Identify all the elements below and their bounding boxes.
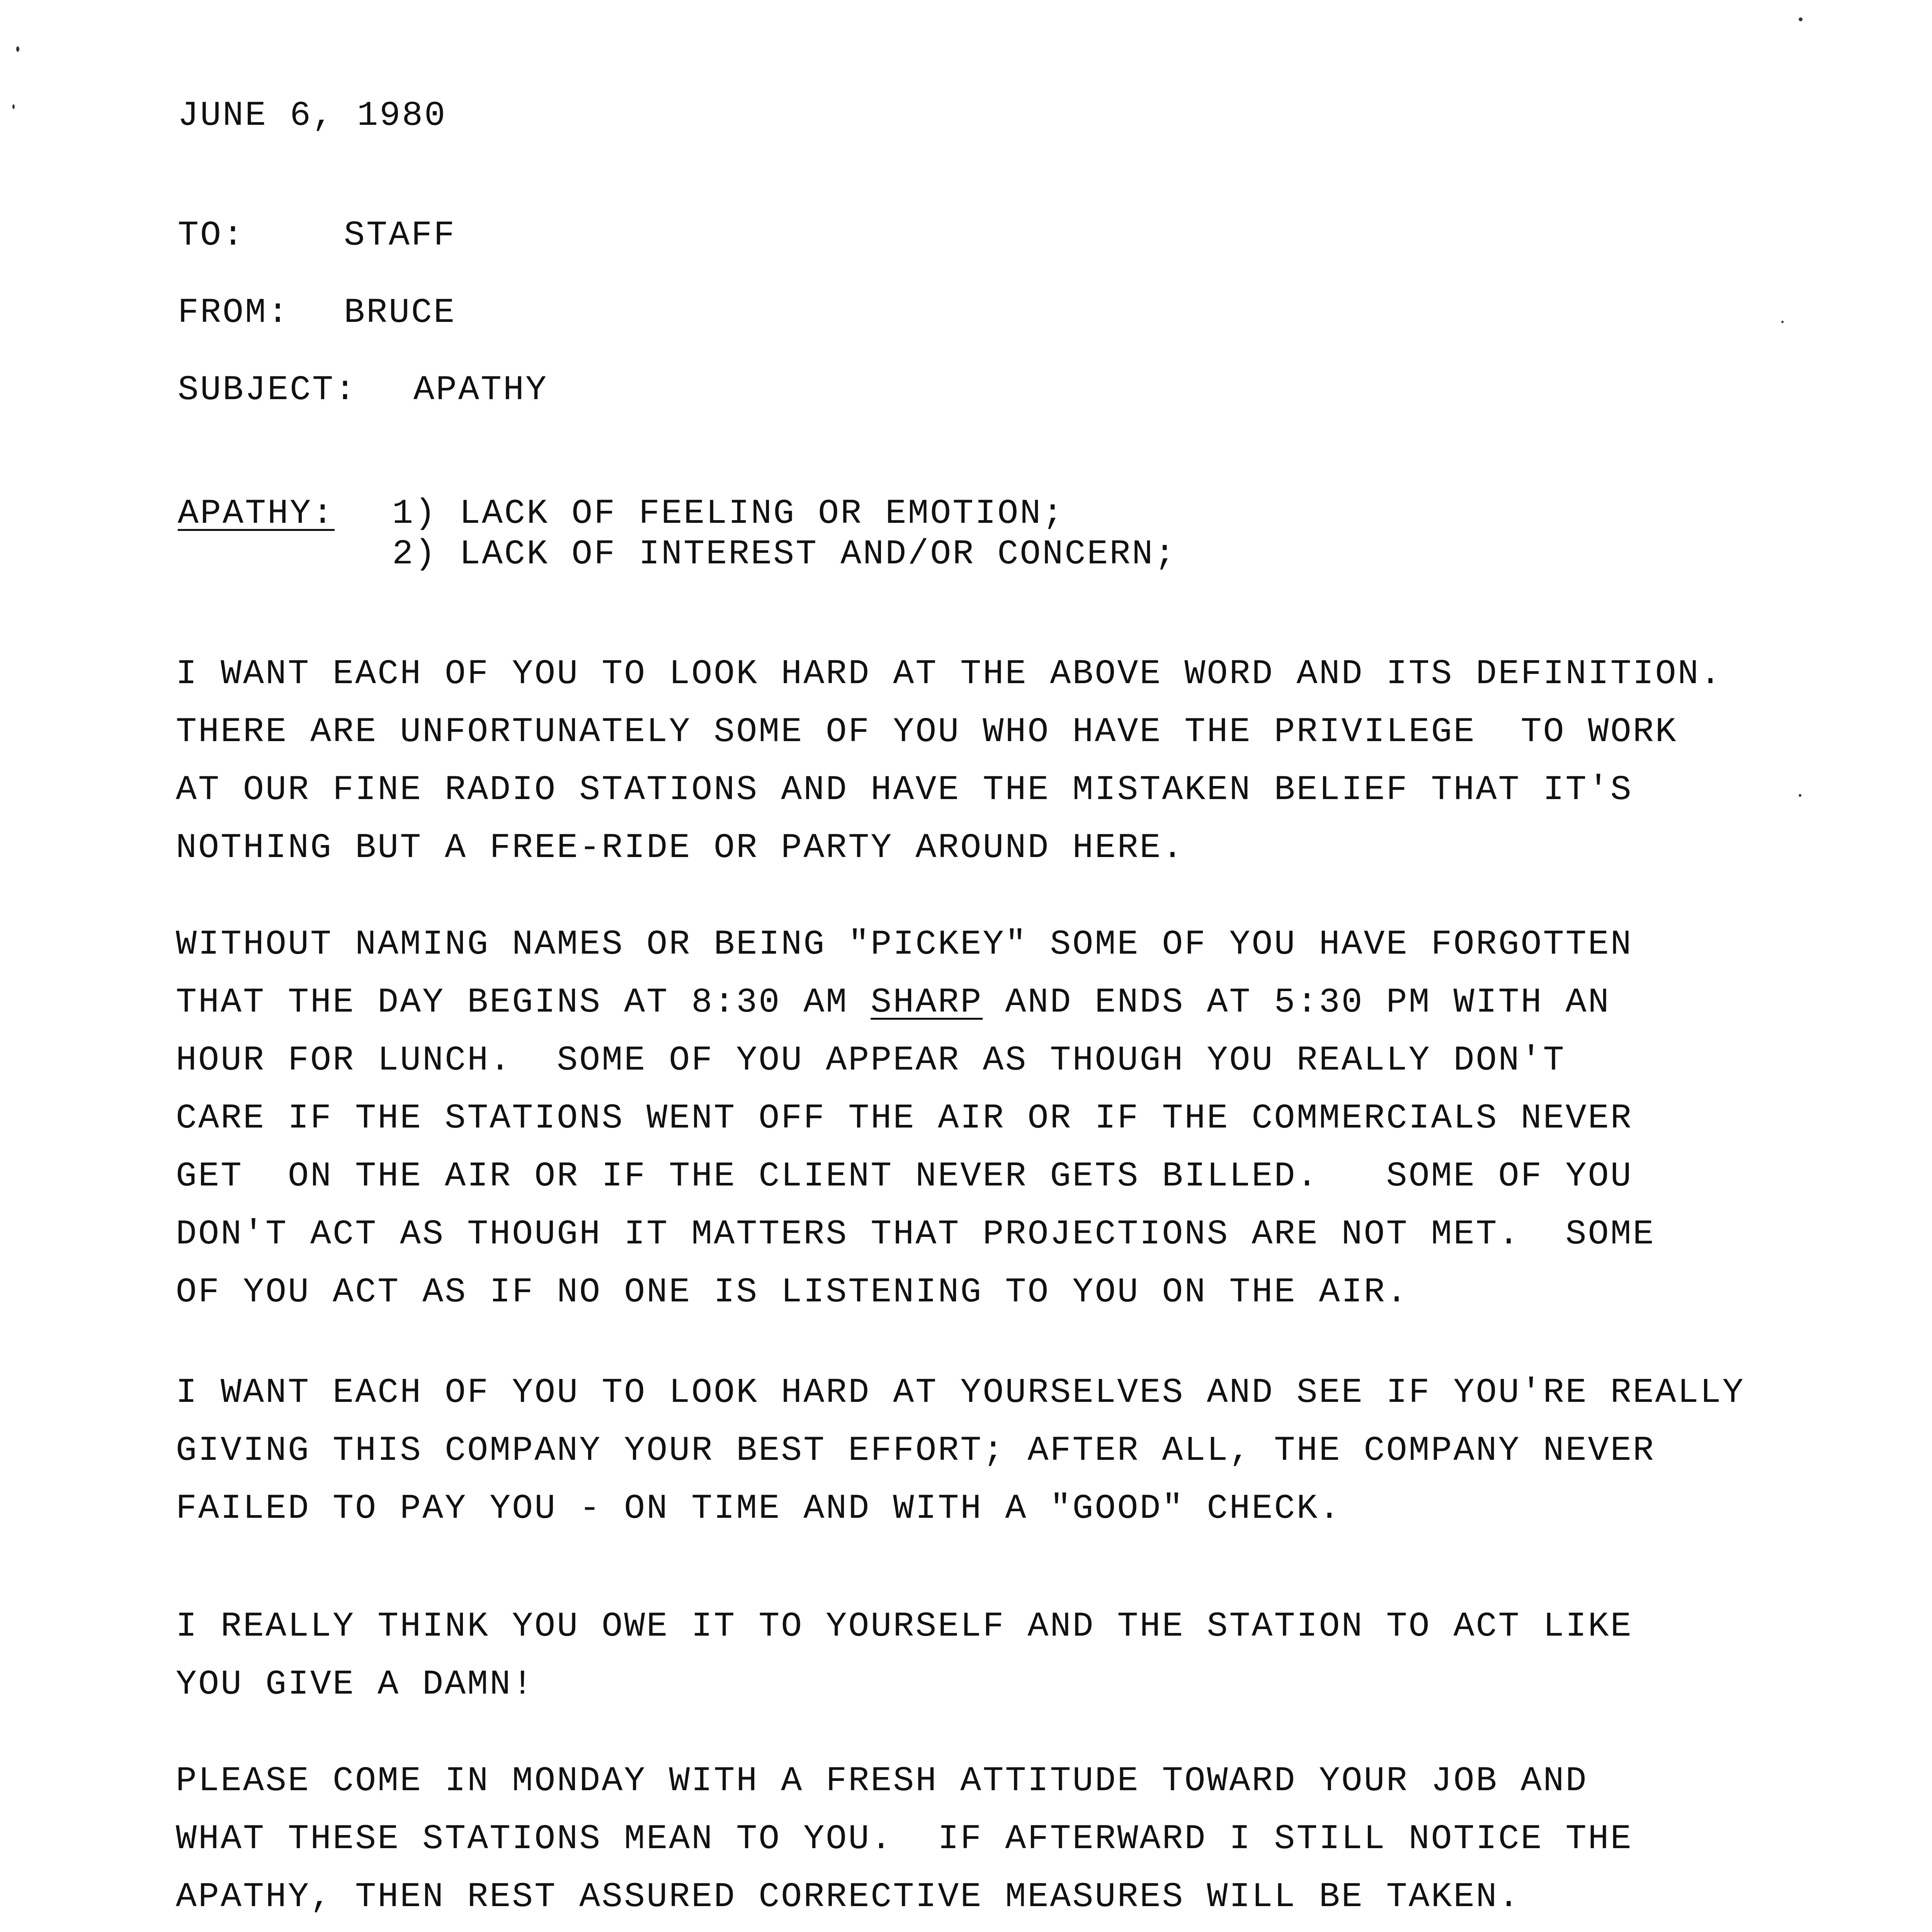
paragraph-line: WITHOUT NAMING NAMES OR BEING "PICKEY" SOME OF YOU HAVE FORGOTTEN (176, 925, 1633, 964)
from-label: FROM: (178, 293, 290, 333)
scan-speck (1799, 17, 1803, 21)
line-text: THAT THE DAY BEGINS AT 8:30 AM (176, 983, 871, 1022)
scan-speck (1799, 794, 1801, 797)
subject-value: APATHY (413, 371, 548, 410)
paragraph-line: NOTHING BUT A FREE-RIDE OR PARTY AROUND HERE. (176, 828, 1185, 868)
paragraph-line: THERE ARE UNFORTUNATELY SOME OF YOU WHO HAVE THE PRIVILEGE TO WORK (176, 713, 1678, 752)
paragraph-line: OF YOU ACT AS IF NO ONE IS LISTENING TO YOU ON THE AIR. (176, 1273, 1409, 1312)
paragraph-line: DON'T ACT AS THOUGH IT MATTERS THAT PROJECTIONS ARE NOT MET. SOME (176, 1215, 1655, 1254)
paragraph-line: WHAT THESE STATIONS MEAN TO YOU. IF AFTERWARD I STILL NOTICE THE (176, 1820, 1633, 1859)
paragraph-line: CARE IF THE STATIONS WENT OFF THE AIR OR IF THE COMMERCIALS NEVER (176, 1099, 1633, 1138)
scan-speck (1781, 321, 1784, 323)
paragraph-line (176, 983, 1611, 1022)
paragraph-line: HOUR FOR LUNCH. SOME OF YOU APPEAR AS THOUGH YOU REALLY DON'T (176, 1041, 1566, 1080)
definition-item: 1) LACK OF FEELING OR EMOTION; (392, 494, 1065, 534)
paragraph-line: GIVING THIS COMPANY YOUR BEST EFFORT; AFTER ALL, THE COMPANY NEVER (176, 1431, 1655, 1471)
paragraph-line: GET ON THE AIR OR IF THE CLIENT NEVER GETS BILLED. SOME OF YOU (176, 1157, 1633, 1196)
definition-term: APATHY: (178, 494, 335, 534)
definition-item: 2) LACK OF INTEREST AND/OR CONCERN; (392, 535, 1177, 574)
paragraph-line: AT OUR FINE RADIO STATIONS AND HAVE THE MISTAKEN BELIEF THAT IT'S (176, 770, 1633, 810)
to-label: TO: (178, 216, 245, 255)
scan-speck (16, 46, 19, 52)
paragraph-line: PLEASE COME IN MONDAY WITH A FRESH ATTITUDE TOWARD YOUR JOB AND (176, 1762, 1588, 1801)
scan-speck (12, 104, 15, 109)
paragraph-line: I WANT EACH OF YOU TO LOOK HARD AT THE ABOVE WORD AND ITS DEFINITION. (176, 655, 1723, 694)
emphasis-sharp: SHARP (871, 983, 983, 1022)
paragraph-line: FAILED TO PAY YOU - ON TIME AND WITH A "GOOD" CHECK. (176, 1489, 1342, 1529)
memo-date: JUNE 6, 1980 (178, 96, 447, 136)
paragraph-line: YOU GIVE A DAMN! (176, 1665, 535, 1704)
line-text: AND ENDS AT 5:30 PM WITH AN (983, 983, 1611, 1022)
subject-label: SUBJECT: (178, 371, 357, 410)
paragraph-line: APATHY, THEN REST ASSURED CORRECTIVE MEASURES WILL BE TAKEN. (176, 1878, 1521, 1917)
paragraph-line: I REALLY THINK YOU OWE IT TO YOURSELF AND THE STATION TO ACT LIKE (176, 1607, 1633, 1646)
from-value: BRUCE (344, 293, 456, 333)
paragraph-line: I WANT EACH OF YOU TO LOOK HARD AT YOURSELVES AND SEE IF YOU'RE REALLY (176, 1373, 1745, 1413)
to-value: STAFF (344, 216, 456, 255)
